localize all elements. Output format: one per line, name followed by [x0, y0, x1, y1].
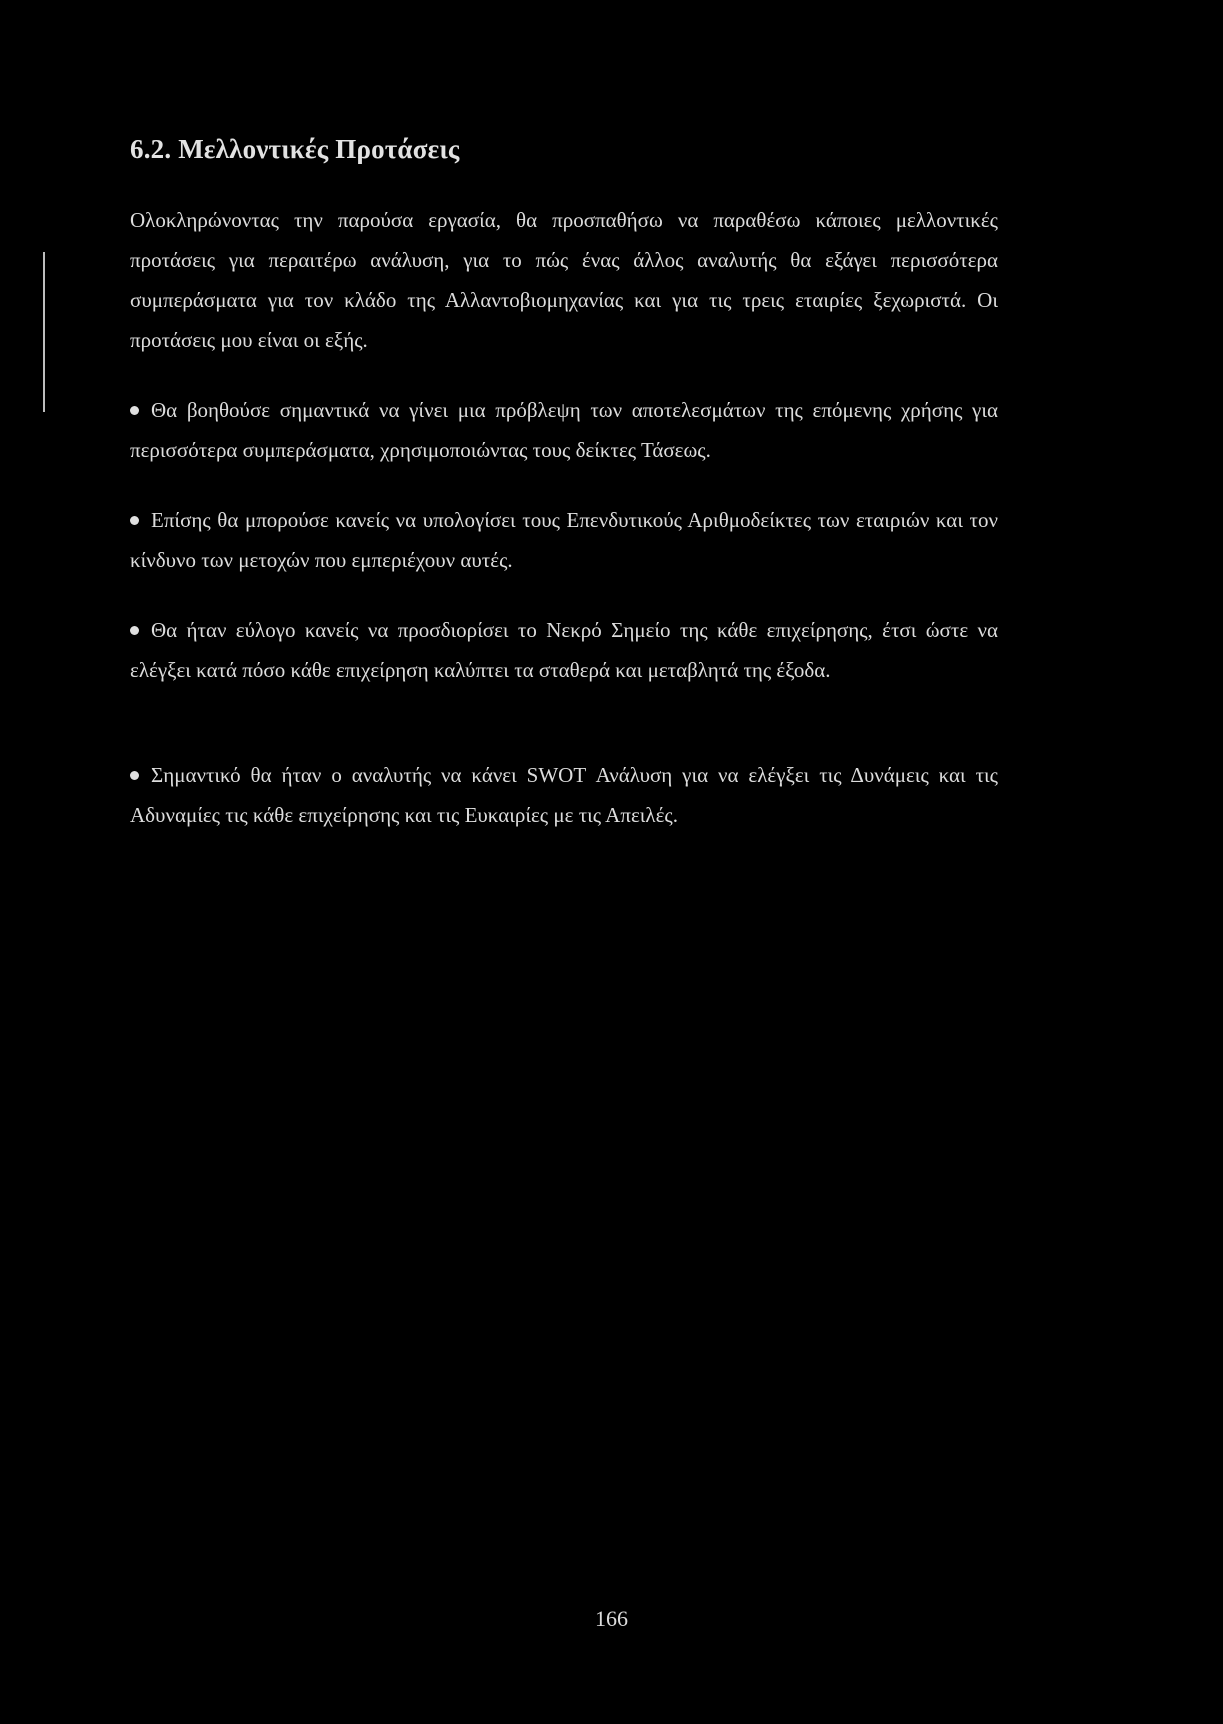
bullet-dot-icon: [130, 771, 139, 780]
bullet-item-2: [130, 500, 998, 580]
bullet-text: Θα βοηθούσε σημαντικά να γίνει μια πρόβλεψη των αποτελεσμάτων της επόμενης χρήσης για περισσότερα συμπεράσματα, χρησιμοποιώντας τους δείκτες Τάσεως.: [130, 398, 998, 462]
margin-scan-mark: [43, 252, 45, 412]
intro-paragraph: Ολοκληρώνοντας την παρούσα εργασία, θα προσπαθήσω να παραθέσω κάποιες μελλοντικές προτάσεις για περαιτέρω ανάλυση, για το πώς ένας άλλος αναλυτής θα εξάγει περισσότερα συμπεράσματα για τον κλάδο της Αλλαντοβιομηχανίας και για τις τρεις εταιρίες ξεχωριστά. Οι προτάσεις μου είναι οι εξής.: [130, 208, 998, 352]
bullet-item-3: [130, 610, 998, 690]
page-number: 166: [595, 1606, 628, 1631]
bullet-dot-icon: [130, 406, 139, 415]
bullet-dot-icon: [130, 626, 139, 635]
bullet-dot-icon: [130, 516, 139, 525]
bullet-item-4: [130, 755, 998, 835]
bullet-text: Θα ήταν εύλογο κανείς να προσδιορίσει το Νεκρό Σημείο της κάθε επιχείρησης, έτσι ώστε να ελέγξει κατά πόσο κάθε επιχείρηση καλύπτει τα σταθερά και μεταβλητά της έξοδα.: [130, 618, 998, 682]
bullet-text: Επίσης θα μπορούσε κανείς να υπολογίσει τους Επενδυτικούς Αριθμοδείκτες των εταιριών και τον κίνδυνο των μετοχών που εμπεριέχουν αυτές.: [130, 508, 998, 572]
bullet-text: Σημαντικό θα ήταν ο αναλυτής να κάνει SWOT Ανάλυση για να ελέγξει τις Δυνάμεις και τις Αδυναμίες τις κάθε επιχείρησης και τις Ευκαιρίες με τις Απειλές.: [130, 763, 998, 827]
section-heading: 6.2. Μελλοντικές Προτάσεις: [130, 134, 460, 164]
bullet-item-1: [130, 390, 998, 470]
